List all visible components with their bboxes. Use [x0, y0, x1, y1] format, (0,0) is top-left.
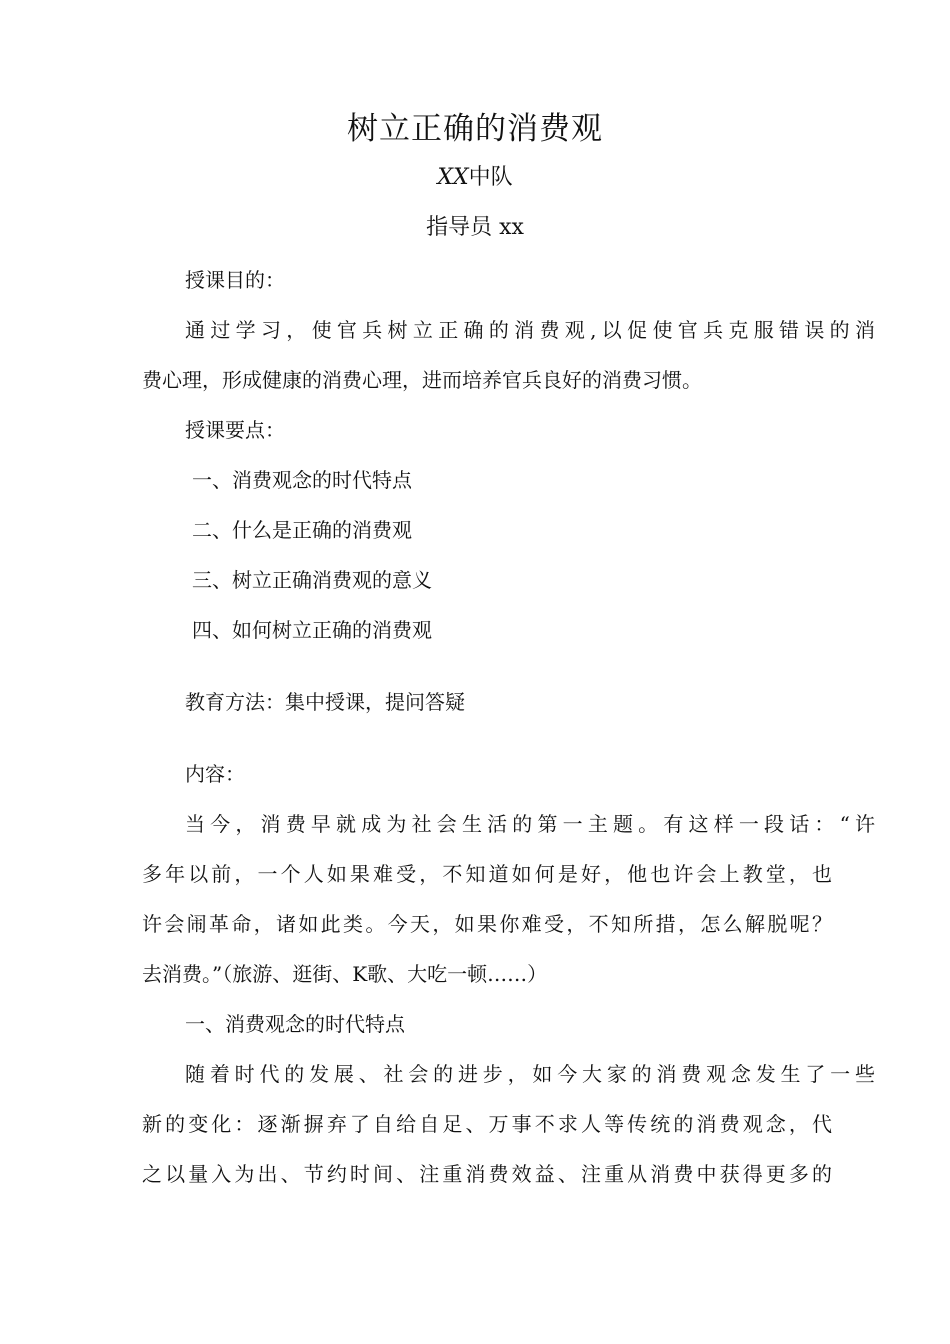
keypoint-item: 四、如何树立正确的消费观	[192, 618, 432, 642]
unit-name	[0, 162, 950, 194]
document-title: 树立正确的消费观	[347, 111, 603, 147]
objective-heading: 授课目的：	[185, 268, 285, 292]
intro-line: 多年以前，一个人如果难受，不知道如何是好，他也许会上教堂，也	[142, 862, 832, 886]
unit-prefix: XX	[437, 165, 469, 190]
intro-line: 许会闹革命，诸如此类。今天，如果你难受，不知所措，怎么解脱呢？	[142, 912, 832, 936]
unit-suffix: 中队	[468, 165, 513, 190]
objective-line: 费心理，形成健康的消费心理，进而培养官兵良好的消费习惯。	[142, 368, 702, 392]
section-heading: 一、消费观念的时代特点	[185, 1012, 405, 1036]
intro-line: 当今，消费早就成为社会生活的第一主题。有这样一段话：“许	[185, 812, 875, 836]
section-line: 之以量入为出、节约时间、注重消费效益、注重从消费中获得更多的	[142, 1162, 832, 1186]
content-heading: 内容：	[185, 762, 245, 786]
keypoint-item: 三、树立正确消费观的意义	[192, 568, 432, 592]
keypoints-heading: 授课要点：	[185, 418, 285, 442]
instructor-line: 指导员 xx	[426, 215, 524, 240]
keypoint-item: 一、消费观念的时代特点	[192, 468, 412, 492]
section-line: 随着时代的发展、社会的进步，如今大家的消费观念发生了一些	[185, 1062, 875, 1086]
section-line: 新的变化：逐渐摒弃了自给自足、万事不求人等传统的消费观念，代	[142, 1112, 832, 1136]
teaching-method: 教育方法：集中授课，提问答疑	[185, 690, 465, 714]
objective-line: 通过学习，使官兵树立正确的消费观,以促使官兵克服错误的消	[185, 318, 875, 342]
keypoint-item: 二、什么是正确的消费观	[192, 518, 412, 542]
intro-line: 去消费。”（旅游、逛街、K歌、大吃一顿……）	[142, 962, 548, 986]
